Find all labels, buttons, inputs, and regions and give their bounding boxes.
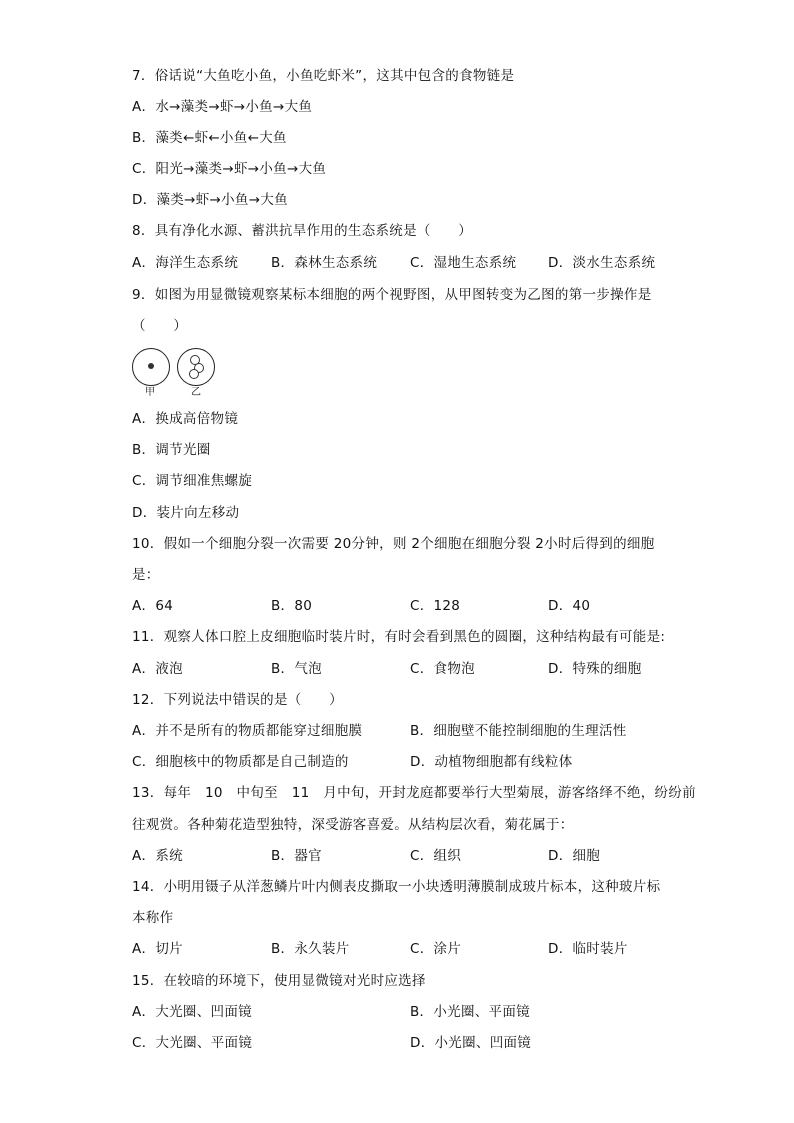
question-8-stem: 8．具有净化水源、蓄洪抗旱作用的生态系统是（ ） [132,223,473,239]
question-15-stem: 15．在较暗的环境下，使用显微镜对光时应选择 [132,973,426,989]
question-14-option-b: B．永久装片 [271,941,350,957]
question-14-stem-continued: 本称作 [132,910,174,926]
question-14-stem: 14．小明用镊子从洋葱鳞片叶内侧表皮撕取一小块透明薄膜制成玻片标本，这种玻片标 [132,879,661,895]
question-13-stem-continued: 往观赏。各种菊花造型独特，深受游客喜爱。从结构层次看，菊花属于： [132,817,574,833]
question-13-option-a: A．系统 [132,848,183,864]
question-9-option-a: A．换成高倍物镜 [132,411,239,427]
question-14-option-a: A．切片 [132,941,183,957]
question-10-stem-continued: 是： [132,567,160,583]
question-10-option-d: D．40 [548,598,591,614]
question-15-option-b: B．小光圈、平面镜 [410,1004,530,1020]
question-7-option-a: A．水→藻类→虾→小鱼→大鱼 [132,99,313,115]
cell-enlarged-yi [189,369,199,379]
view-yi-circle [177,348,215,386]
question-11-option-b: B．气泡 [271,661,322,677]
microscope-views-figure [130,348,220,400]
question-15-option-a: A．大光圈、凹面镜 [132,1004,252,1020]
question-15-option-d: D．小光圈、凹面镜 [410,1035,532,1051]
question-13-option-d: D．细胞 [548,848,601,864]
question-11-stem: 11．观察人体口腔上皮细胞临时装片时，有时会看到黑色的圆圈，这种结构最有可能是: [132,629,666,645]
view-jia-label: 甲 [145,387,155,398]
question-10-option-b: B．80 [271,598,313,614]
question-9-option-d: D．装片向左移动 [132,505,240,521]
question-8-option-a: A．海洋生态系统 [132,255,239,271]
question-10-stem: 10．假如一个细胞分裂一次需要 20分钟，则 2个细胞在细胞分裂 2小时后得到的细胞 [132,536,655,552]
question-13-stem: 13．每年 10 中旬至 11 月中旬，开封龙庭都要举行大型菊展，游客络绎不绝，纷纷前 [132,785,696,801]
question-7-option-c: C．阳光→藻类→虾→小鱼→大鱼 [132,161,327,177]
question-12-option-d: D．动植物细胞都有线粒体 [410,754,573,770]
question-12-option-a: A．并不是所有的物质都能穿过细胞膜 [132,723,363,739]
question-8-option-c: C．湿地生态系统 [410,255,517,271]
question-9-stem: 9．如图为用显微镜观察某标本细胞的两个视野图，从甲图转变为乙图的第一步操作是 [132,287,652,303]
question-14-option-d: D．临时装片 [548,941,628,957]
question-9-stem-continued: （ ） [132,318,188,334]
question-9-option-c: C．调节细准焦螺旋 [132,473,253,489]
question-15-option-c: C．大光圈、平面镜 [132,1035,253,1051]
question-7-stem: 7．俗话说“大鱼吃小鱼，小鱼吃虾米”，这其中包含的食物链是 [132,68,515,84]
question-11-option-c: C．食物泡 [410,661,475,677]
question-12-option-c: C．细胞核中的物质都是自己制造的 [132,754,349,770]
question-13-option-c: C．组织 [410,848,462,864]
question-10-option-a: A．64 [132,598,174,614]
question-7-option-d: D．藻类→虾→小鱼→大鱼 [132,192,288,208]
question-11-option-d: D．特殊的细胞 [548,661,642,677]
question-13-option-b: B．器官 [271,848,322,864]
question-7-option-b: B．藻类←虾←小鱼←大鱼 [132,130,287,146]
view-yi-label: 乙 [191,387,201,398]
question-12-option-b: B．细胞壁不能控制细胞的生理活性 [410,723,627,739]
question-10-option-c: C．128 [410,598,461,614]
question-12-stem: 12．下列说法中错误的是（ ） [132,692,343,708]
question-11-option-a: A．液泡 [132,661,183,677]
view-jia-circle [132,348,170,386]
question-14-option-c: C．涂片 [410,941,462,957]
question-8-option-d: D．淡水生态系统 [548,255,656,271]
question-9-option-b: B．调节光圈 [132,442,211,458]
question-8-option-b: B．森林生态系统 [271,255,378,271]
cell-small-jia [148,363,154,369]
